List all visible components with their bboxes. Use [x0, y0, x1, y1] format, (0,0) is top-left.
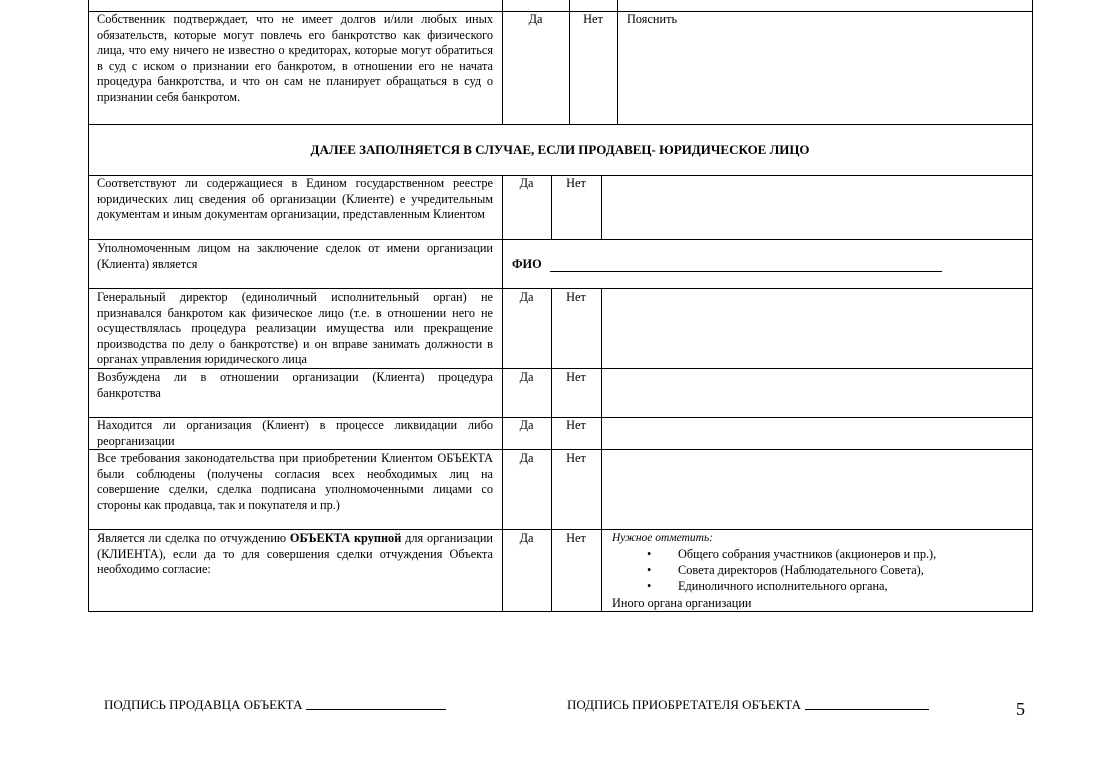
select-note: Нужное отметить: [612, 532, 714, 544]
option-general-meeting[interactable]: • Общего собрания участников (акционеров и пр.), [647, 547, 937, 561]
buyer-signature: ПОДПИСЬ ПРИОБРЕТАТЕЛЯ ОБЪЕКТА [567, 697, 929, 713]
section-header: ДАЛЕЕ ЗАПОЛНЯЕТСЯ В СЛУЧАЕ, ЕСЛИ ПРОДАВЕЦ- ЮРИДИЧЕСКОЕ ЛИЦО [310, 142, 810, 157]
legal-requirements-question: Все требования законодательства при приобретении Клиентом ОБЪЕКТА были соблюдены (получены согласия всех необходимых лиц на совершение сделки, сделка подписана уполномоченными лицами со стороны как продавца, так и покупателя и пр.) [97, 451, 493, 512]
seller-signature-line[interactable] [306, 709, 446, 710]
yes-option[interactable]: Да [519, 176, 534, 190]
option-other-body[interactable]: Иного органа организации [612, 596, 752, 610]
yes-option[interactable]: Да [519, 418, 534, 432]
egrul-match-question: Соответствуют ли содержащиеся в Едином государственном реестре юридических лиц сведения об организации (Клиенте) е учредительным документам и иным документам организации, представленным Клиентом [97, 176, 493, 222]
option-sole-executive[interactable]: • Единоличного исполнительного органа, [647, 579, 888, 593]
no-option[interactable]: Нет [583, 12, 603, 26]
no-option[interactable]: Нет [566, 370, 586, 384]
yes-option[interactable]: Да [519, 290, 534, 304]
buyer-signature-line[interactable] [805, 709, 929, 710]
yes-option[interactable]: Да [519, 451, 534, 465]
bullet-icon: • [647, 547, 652, 561]
director-bankruptcy-question: Генеральный директор (единоличный исполнительный орган) не признавался банкротом как физическое лицо (т.е. в отношении него не осуществлялась процедура реализации имущества или прекращение производства по делу о банкротстве) и он вправе занимать должности в органах управления юридического лица [97, 290, 493, 367]
seller-signature: ПОДПИСЬ ПРОДАВЦА ОБЪЕКТА [104, 697, 446, 713]
yes-option[interactable]: Да [528, 12, 543, 26]
no-option[interactable]: Нет [566, 451, 586, 465]
fio-label: ФИО [512, 257, 542, 271]
no-option[interactable]: Нет [566, 290, 586, 304]
major-deal-question: Является ли сделка по отчуждению ОБЪЕКТА крупной для организации (КЛИЕНТА), если да то для совершения сделки отчуждения Объекта необходимо согласие: [97, 531, 493, 577]
explain-label: Пояснить [627, 12, 678, 26]
no-option[interactable]: Нет [566, 418, 586, 432]
bullet-icon: • [647, 563, 652, 577]
owner-debts-question: Собственник подтверждает, что не имеет долгов и/или любых иных обязательств, которые могут повлечь его банкротство как физического лица, что ему ничего не известно о кредиторах, которые могут обратиться в суд с иском о признании его банкротом, в отношении его не начата процедура банкротства, и что он сам не планирует обращаться в суд о признании себя банкротом. [97, 12, 493, 104]
bankruptcy-proceedings-question: Возбуждена ли в отношении организации (Клиента) процедура банкротства [97, 370, 493, 400]
fio-input-line[interactable] [550, 271, 942, 272]
page-number: 5 [1016, 699, 1025, 719]
option-board-of-directors[interactable]: • Совета директоров (Наблюдательного Совета), [647, 563, 924, 577]
approval-body-options [610, 546, 1030, 594]
yes-option[interactable]: Да [519, 370, 534, 384]
bullet-icon: • [647, 579, 652, 593]
yes-option[interactable]: Да [519, 531, 534, 545]
no-option[interactable]: Нет [566, 531, 586, 545]
liquidation-question: Находится ли организация (Клиент) в процессе ликвидации либо реорганизации [97, 418, 493, 448]
authorized-person-question: Уполномоченным лицом на заключение сделок от имени организации (Клиента) является [97, 241, 493, 271]
no-option[interactable]: Нет [566, 176, 586, 190]
